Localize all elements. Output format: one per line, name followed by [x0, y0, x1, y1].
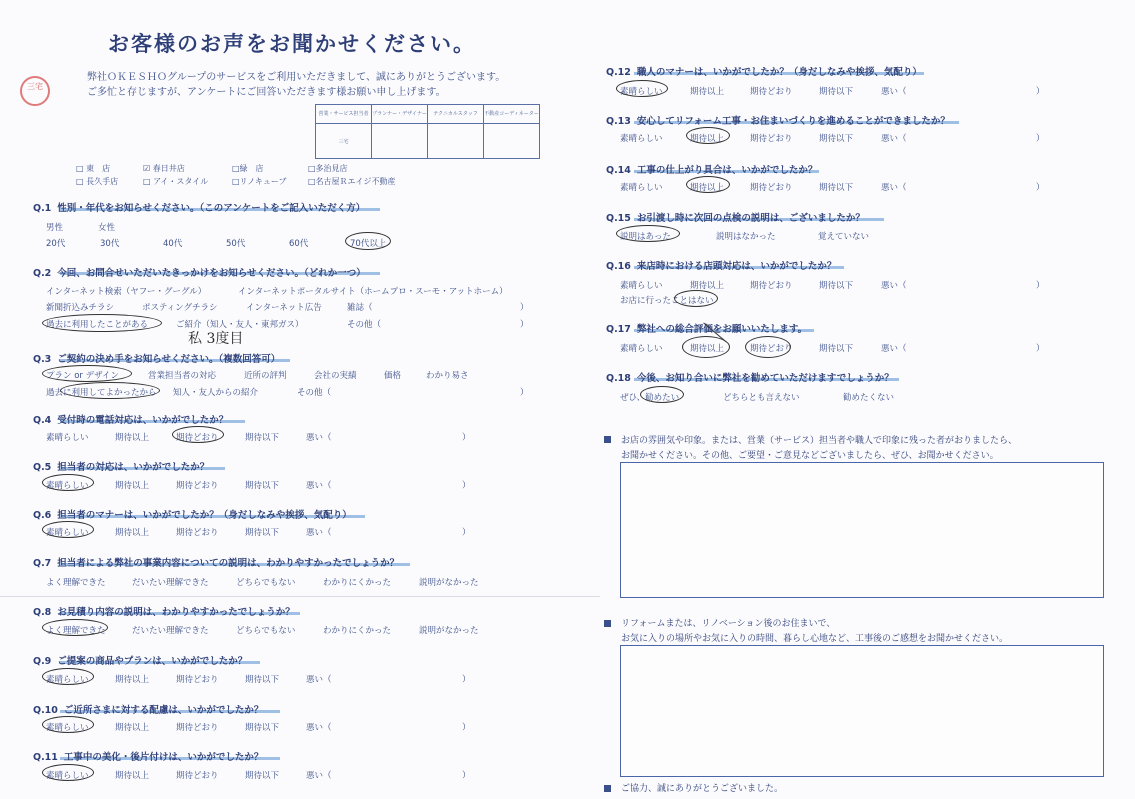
staff-value-sales[interactable]: 三宅: [316, 124, 372, 159]
q17-option-excellent[interactable]: 素晴らしい: [620, 344, 663, 354]
q16-option-excellent[interactable]: 素晴らしい: [620, 281, 663, 291]
q16-option-as-expected[interactable]: 期待どおり: [750, 281, 793, 291]
comment1-prompt-line-2: お聞かせください。その他、ご要望・ご意見などございましたら、ぜひ、お聞かせください。: [621, 451, 999, 461]
q2-option-web-ad[interactable]: インターネット広告: [246, 303, 322, 313]
q14-option-bad[interactable]: 悪い（: [881, 183, 907, 193]
q18-option-definitely[interactable]: ぜひ、勧めたい: [620, 393, 680, 403]
comment1-textarea[interactable]: [620, 462, 1104, 598]
q12-option-bad[interactable]: 悪い（: [881, 87, 907, 97]
q2-question: Q.2 今回、お問合せいただいたきっかけをお知らせください。（どれか一つ）: [33, 268, 366, 279]
q16-option-bad[interactable]: 悪い（: [881, 281, 907, 291]
shop-checkbox-midori[interactable]: □緑 店: [232, 164, 264, 173]
shop-checkbox-nagakute[interactable]: □ 長久手店: [76, 177, 119, 186]
q16-option-below[interactable]: 期待以下: [819, 281, 854, 291]
q13-question: Q.13 安心してリフォーム工事・お住まいづくりを進めることができましたか？: [606, 116, 950, 127]
q17-option-above[interactable]: 期待以上: [690, 344, 725, 354]
shop-checkbox-tajimi[interactable]: □多治見店: [308, 164, 348, 173]
q15-option-not-explained[interactable]: 説明はなかった: [716, 232, 776, 242]
shop-checkbox-nagoya-r-age[interactable]: □名古屋Ｒエイジ不動産: [308, 177, 396, 186]
q3-question: Q.3 ご契約の決め手をお知らせください。（複数回答可）: [33, 354, 281, 365]
page-title: お客様のお声をお聞かせください。: [108, 32, 476, 56]
q15-question: Q.15 お引渡し時に次回の点検の説明は、ございましたか？: [606, 213, 865, 224]
q14-bad-close: ）: [1036, 183, 1045, 193]
q11-question: Q.11 工事中の美化・後片付けは、いかがでしたか？: [33, 752, 264, 763]
answer-circle-mark: [172, 426, 224, 443]
q1-age-30s[interactable]: 30代: [100, 239, 120, 249]
q16-option-above[interactable]: 期待以上: [690, 281, 725, 291]
q10-option-above[interactable]: 期待以上: [115, 723, 150, 733]
shop-checkbox-kasugai[interactable]: ☑ 春日井店: [143, 164, 185, 173]
q17-option-as-expected[interactable]: 期待どおり: [750, 344, 793, 354]
q6-option-above[interactable]: 期待以上: [115, 528, 150, 538]
q11-bad-close: ）: [462, 771, 471, 781]
q15-option-explained[interactable]: 説明はあった: [620, 232, 671, 242]
staff-value-planner[interactable]: [372, 124, 428, 159]
answer-circle-mark: [616, 80, 668, 97]
comment2-textarea[interactable]: [620, 645, 1104, 777]
q13-option-below[interactable]: 期待以下: [819, 134, 854, 144]
q14-option-above[interactable]: 期待以上: [690, 183, 725, 193]
q7-option-mostly[interactable]: だいたい理解できた: [132, 578, 209, 588]
q3-option-friend[interactable]: 知人・友人からの紹介: [173, 388, 259, 398]
q6-question: Q.6 担当者のマナーは、いかがでしたか？（身だしなみや挨拶、気配り）: [33, 510, 352, 521]
q17-bad-close: ）: [1036, 344, 1045, 354]
q5-option-as-expected[interactable]: 期待どおり: [176, 481, 219, 491]
q3-option-plan[interactable]: プラン or デザイン: [46, 371, 120, 381]
q17-option-below[interactable]: 期待以下: [819, 344, 854, 354]
q1-age-20s[interactable]: 20代: [46, 239, 66, 249]
q8-option-no-explanation[interactable]: 説明がなかった: [419, 626, 479, 636]
q6-option-below[interactable]: 期待以下: [245, 528, 280, 538]
q18-question: Q.18 今後、お知り合いに弊社を勧めていただけますでしょうか？: [606, 373, 894, 384]
q17-option-bad[interactable]: 悪い（: [881, 344, 907, 354]
q9-option-below[interactable]: 期待以下: [245, 675, 280, 685]
q10-question: Q.10 ご近所さまに対する配慮は、いかがでしたか？: [33, 705, 264, 716]
answer-circle-mark: [60, 382, 160, 399]
q4-option-as-expected[interactable]: 期待どおり: [176, 433, 219, 443]
q13-option-above[interactable]: 期待以上: [690, 134, 725, 144]
q14-option-as-expected[interactable]: 期待どおり: [750, 183, 793, 193]
answer-circle-mark: [42, 668, 94, 685]
q4-option-below[interactable]: 期待以下: [245, 433, 280, 443]
q12-option-excellent[interactable]: 素晴らしい: [620, 87, 663, 97]
staff-header-sales: 営業・サービス担当者: [316, 105, 372, 124]
q13-option-excellent[interactable]: 素晴らしい: [620, 134, 663, 144]
q7-option-unclear[interactable]: わかりにくかった: [323, 578, 392, 588]
q7-option-no-explanation[interactable]: 説明がなかった: [419, 578, 479, 588]
q4-option-bad[interactable]: 悪い（: [306, 433, 332, 443]
q12-option-above[interactable]: 期待以上: [690, 87, 725, 97]
bullet-square-icon: [604, 436, 611, 443]
q3-option-past-good[interactable]: 過去に利用してよかったから: [46, 388, 157, 398]
q5-option-below[interactable]: 期待以下: [245, 481, 280, 491]
q15-option-dont-remember[interactable]: 覚えていない: [818, 232, 870, 242]
q3-option-reputation[interactable]: 近所の評判: [244, 371, 287, 381]
answer-circle-mark: [42, 619, 108, 636]
q11-option-bad[interactable]: 悪い（: [306, 771, 332, 781]
q3-option-price[interactable]: 価格: [384, 371, 402, 381]
answer-circle-mark: [42, 716, 94, 733]
q8-option-unclear[interactable]: わかりにくかった: [323, 626, 392, 636]
q4-question: Q.4 受付時の電話対応は、いかがでしたか？: [33, 415, 229, 426]
bullet-square-icon: [604, 785, 611, 792]
q7-option-neutral[interactable]: どちらでもない: [236, 578, 296, 588]
comment2-prompt-line-1: リフォームまたは、リノベーション後のお住まいで、: [621, 619, 836, 629]
q10-option-bad[interactable]: 悪い（: [306, 723, 332, 733]
answer-circle-mark: [42, 764, 94, 781]
q1-age-40s[interactable]: 40代: [163, 239, 183, 249]
q2-option-past-use[interactable]: 過去に利用したことがある: [46, 320, 149, 330]
q10-option-excellent[interactable]: 素晴らしい: [46, 723, 89, 733]
staff-header-planner: プランナー・デザイナー: [372, 105, 428, 124]
q8-option-understood[interactable]: よく理解できた: [46, 626, 106, 636]
staff-value-realestate[interactable]: [484, 124, 540, 159]
q4-option-above[interactable]: 期待以上: [115, 433, 150, 443]
q13-option-as-expected[interactable]: 期待どおり: [750, 134, 793, 144]
staff-header-technical: テクニカルスタッフ: [428, 105, 484, 124]
q13-option-bad[interactable]: 悪い（: [881, 134, 907, 144]
q9-option-excellent[interactable]: 素晴らしい: [46, 675, 89, 685]
q12-option-as-expected[interactable]: 期待どおり: [750, 87, 793, 97]
q2-option-other[interactable]: その他（: [347, 320, 382, 330]
answer-circle-mark: [42, 365, 132, 382]
q18-option-neutral[interactable]: どちらとも言えない: [723, 393, 800, 403]
q12-option-below[interactable]: 期待以下: [819, 87, 854, 97]
q18-option-no[interactable]: 勧めたくない: [843, 393, 895, 403]
q11-option-as-expected[interactable]: 期待どおり: [176, 771, 219, 781]
q16-question: Q.16 来店時における店頭対応は、いかがでしたか？: [606, 261, 837, 272]
shop-checkbox-istyle[interactable]: □ アイ・スタイル: [143, 177, 209, 186]
q9-question: Q.9 ご提案の商品やプランは、いかがでしたか？: [33, 656, 248, 667]
q8-question: Q.8 お見積り内容の説明は、わかりやすかったでしょうか？: [33, 607, 295, 618]
intro-line-1: 弊社ＯＫＥＳＨＯグループのサービスをご利用いただきまして、誠にありがとうございます。: [87, 72, 506, 83]
q14-option-below[interactable]: 期待以下: [819, 183, 854, 193]
answer-circle-mark: [640, 386, 684, 403]
q2-magazine-close: ）: [520, 303, 529, 313]
q5-option-above[interactable]: 期待以上: [115, 481, 150, 491]
q1-gender-female[interactable]: 女性: [98, 223, 116, 233]
q6-bad-close: ）: [462, 528, 471, 538]
q10-option-as-expected[interactable]: 期待どおり: [176, 723, 219, 733]
answer-circle-mark: [345, 232, 391, 250]
q4-bad-close: ）: [462, 433, 471, 443]
comment2-prompt-line-2: お気に入りの場所やお気に入りの時間、暮らし心地など、工事後のご感想をお聞かせください。: [621, 634, 1009, 644]
comment1-prompt-line-1: お店の雰囲気や印象。または、営業（サービス）担当者や職人で印象に残った者がおりましたら、: [621, 436, 1018, 446]
q9-bad-close: ）: [462, 675, 471, 685]
q3-other-close: ）: [520, 388, 529, 398]
shop-checkbox-higashi[interactable]: □ 東 店: [76, 164, 111, 173]
q16-option-never-visited[interactable]: お店に行ったことはない: [620, 296, 714, 306]
q11-option-above[interactable]: 期待以上: [115, 771, 150, 781]
q4-option-excellent[interactable]: 素晴らしい: [46, 433, 89, 443]
q3-option-sales-rep[interactable]: 営業担当者の対応: [148, 371, 217, 381]
q5-question: Q.5 担当者の対応は、いかがでしたか？: [33, 462, 210, 473]
answer-circle-mark: [616, 225, 680, 242]
q1-gender-male[interactable]: 男性: [46, 223, 64, 233]
q2-other-close: ）: [520, 320, 529, 330]
q3-option-clarity[interactable]: わかり易さ: [426, 371, 469, 381]
fold-line: [0, 596, 600, 597]
staff-value-technical[interactable]: [428, 124, 484, 159]
q9-option-above[interactable]: 期待以上: [115, 675, 150, 685]
q5-option-bad[interactable]: 悪い（: [306, 481, 332, 491]
q6-option-as-expected[interactable]: 期待どおり: [176, 528, 219, 538]
q6-option-excellent[interactable]: 素晴らしい: [46, 528, 89, 538]
answer-circle-mark: [42, 314, 162, 332]
answer-circle-mark: [686, 127, 730, 144]
q1-age-60s[interactable]: 60代: [289, 239, 309, 249]
answer-circle-mark: [745, 336, 791, 358]
q11-option-below[interactable]: 期待以下: [245, 771, 280, 781]
q10-option-below[interactable]: 期待以下: [245, 723, 280, 733]
q5-option-excellent[interactable]: 素晴らしい: [46, 481, 89, 491]
q10-bad-close: ）: [462, 723, 471, 733]
answer-circle-mark: [674, 290, 718, 307]
q16-bad-close: ）: [1036, 281, 1045, 291]
q8-option-neutral[interactable]: どちらでもない: [236, 626, 296, 636]
q12-question: Q.12 職人のマナーは、いかがでしたか？（身だしなみや挨拶、気配り）: [606, 67, 922, 78]
q1-question: Q.1 性別・年代をお知らせください。（このアンケートをご記入いただく方）: [33, 203, 366, 214]
q7-option-understood[interactable]: よく理解できた: [46, 578, 106, 588]
q11-option-excellent[interactable]: 素晴らしい: [46, 771, 89, 781]
q9-option-bad[interactable]: 悪い（: [306, 675, 332, 685]
intro-line-2: ご多忙と存じますが、アンケートにご回答いただきます様お願い申し上げます。: [87, 87, 446, 98]
q8-option-mostly[interactable]: だいたい理解できた: [132, 626, 209, 636]
q13-bad-close: ）: [1036, 134, 1045, 144]
q3-option-other[interactable]: その他（: [297, 388, 332, 398]
thanks-text: ご協力、誠にありがとうございました。: [621, 784, 784, 794]
q6-option-bad[interactable]: 悪い（: [306, 528, 332, 538]
q7-question: Q.7 担当者による弊社の事業内容についての説明は、わかりやすかったでしょうか？: [33, 558, 400, 569]
q2-handwritten-note: 私 3度目: [188, 331, 244, 347]
bullet-square-icon: [604, 620, 611, 627]
q14-option-excellent[interactable]: 素晴らしい: [620, 183, 663, 193]
answer-circle-mark: [686, 176, 730, 193]
q2-option-posting[interactable]: ポスティングチラシ: [142, 303, 218, 313]
q17-question: Q.17 弊社への総合評価をお願いいたします。: [606, 324, 808, 335]
q2-option-magazine[interactable]: 雑誌（: [347, 303, 373, 313]
staff-header-realestate: 不動産コーディネーター: [484, 105, 540, 124]
staff-table: [315, 104, 540, 159]
shop-checkbox-renocube[interactable]: □リノキューブ: [232, 177, 287, 186]
answer-circle-mark: [42, 474, 94, 491]
seal-text: 三宅: [27, 82, 43, 91]
q2-option-portal[interactable]: インターネットポータルサイト（ホームプロ・スーモ・アットホーム）: [238, 287, 508, 297]
q1-age-70plus[interactable]: 70代以上: [350, 239, 387, 249]
q9-option-as-expected[interactable]: 期待どおり: [176, 675, 219, 685]
q3-option-record[interactable]: 会社の実績: [314, 371, 357, 381]
answer-circle-mark: [42, 521, 94, 538]
q2-option-referral[interactable]: ご紹介（知人・友人・東邦ガス）: [176, 320, 304, 330]
q5-bad-close: ）: [462, 481, 471, 491]
q1-age-50s[interactable]: 50代: [226, 239, 246, 249]
company-seal-icon: [20, 76, 50, 106]
q14-question: Q.14 工事の仕上がり具合は、いかがでしたか？: [606, 165, 818, 176]
q12-bad-close: ）: [1036, 87, 1045, 97]
q2-option-newspaper[interactable]: 新聞折込みチラシ: [46, 303, 115, 313]
q2-option-search[interactable]: インターネット検索（ヤフー・グーグル）: [46, 287, 207, 297]
